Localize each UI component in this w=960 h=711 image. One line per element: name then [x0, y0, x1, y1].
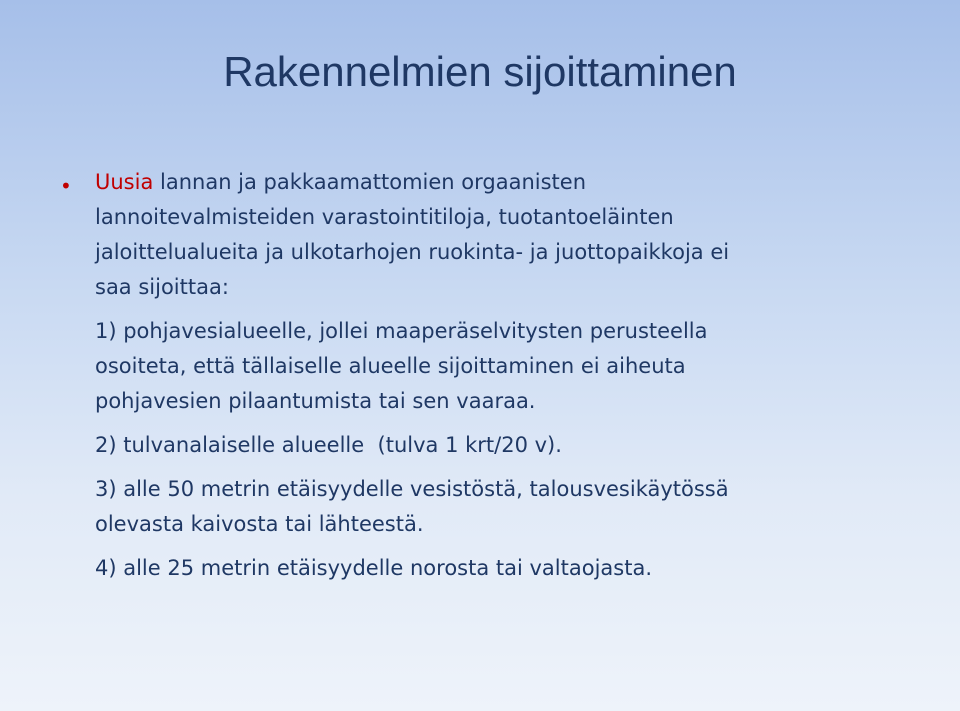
intro-line-1	[95, 165, 920, 200]
intro-line-1-rest: lannan ja pakkaamattomien orgaanisten	[153, 170, 587, 194]
intro-line-3: jaloittelualueita ja ulkotarhojen ruokinta- ja juottopaikkoja ei	[95, 240, 730, 264]
item-2-line-1: 2) tulvanalaiselle alueelle (tulva 1 krt/20 v).	[95, 433, 562, 457]
item-4-paragraph	[95, 551, 920, 586]
item-3-paragraph	[95, 472, 920, 542]
item-3-line-1: 3) alle 50 metrin etäisyydelle vesistöstä, talousvesikäytössä	[95, 477, 729, 501]
slide-content	[60, 165, 920, 595]
intro-line-2: lannoitevalmisteiden varastointitiloja, tuotantoeläinten	[95, 205, 674, 229]
item-1-paragraph	[95, 314, 920, 419]
intro-highlight: Uusia	[95, 170, 154, 194]
item-1-line-3: pohjavesien pilaantumista tai sen vaaraa.	[95, 389, 536, 413]
intro-paragraph	[95, 165, 920, 305]
bullet-icon: •	[60, 174, 72, 198]
slide-title: Rakennelmien sijoittaminen	[223, 48, 737, 95]
item-1-line-1: 1) pohjavesialueelle, jollei maaperäselvitysten perusteella	[95, 319, 708, 343]
item-1-line-2: osoiteta, että tällaiselle alueelle sijoittaminen ei aiheuta	[95, 354, 686, 378]
item-3-line-2: olevasta kaivosta tai lähteestä.	[95, 512, 424, 536]
item-2-paragraph	[95, 428, 920, 463]
item-4-line-1: 4) alle 25 metrin etäisyydelle norosta tai valtaojasta.	[95, 556, 653, 580]
bullet-item	[60, 165, 920, 586]
intro-line-4: saa sijoittaa:	[95, 275, 229, 299]
